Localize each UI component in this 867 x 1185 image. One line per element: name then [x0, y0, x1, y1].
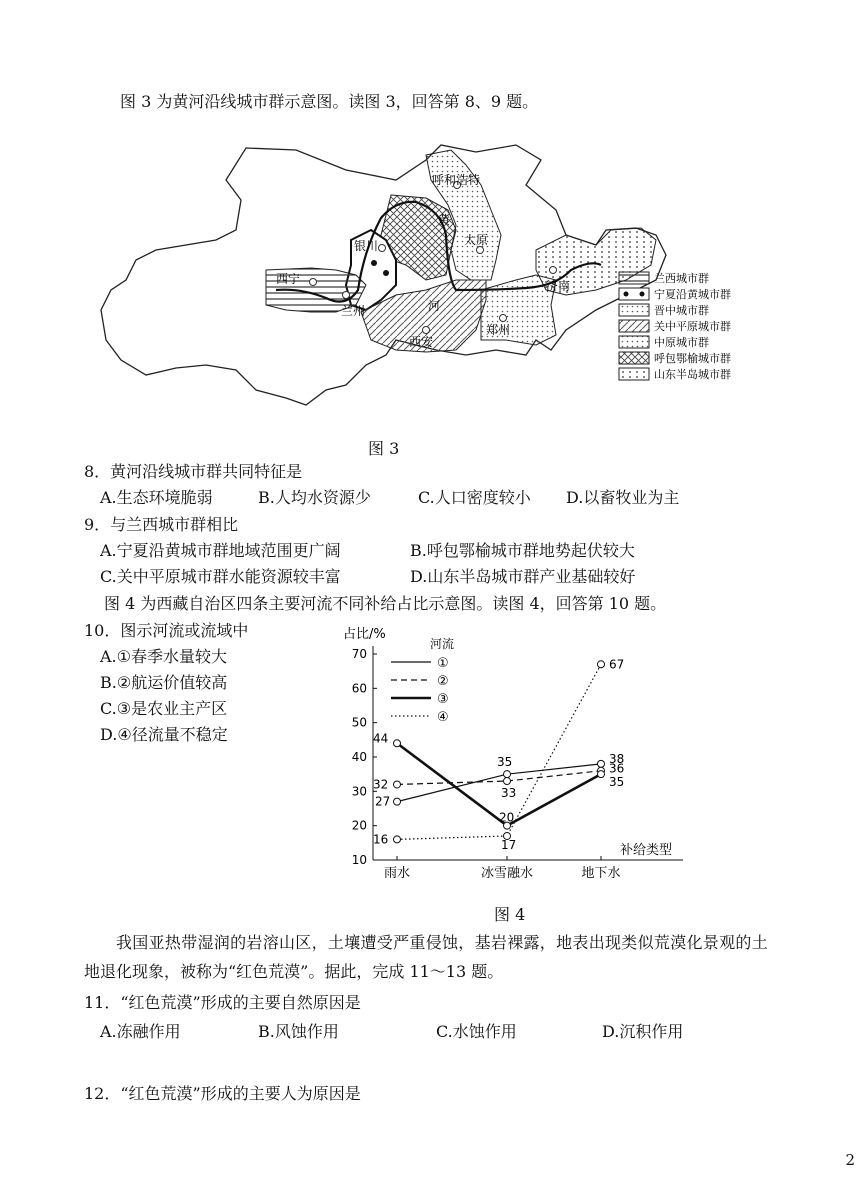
legend-label: ③: [437, 692, 449, 707]
y-tick-label: 20: [351, 818, 367, 833]
data-point: [394, 740, 401, 747]
legend-title: 河流: [430, 637, 455, 651]
q11-stem: 11．“红色荒漠”形成的主要自然原因是: [84, 993, 361, 1012]
q12-stem: 12．“红色荒漠”形成的主要人为原因是: [84, 1084, 361, 1103]
legend-label: 中原城市群: [654, 336, 709, 349]
y-tick-label: 70: [351, 647, 367, 661]
data-point: [598, 771, 605, 778]
q9-option-c: C.关中平原城市群水能资源较丰富: [100, 567, 341, 586]
legend-label: ④: [437, 710, 449, 725]
data-point: [394, 781, 401, 788]
data-label: 32: [373, 777, 389, 792]
q8-option-d: D.以畜牧业为主: [566, 488, 680, 507]
x-axis-label: 补给类型: [620, 843, 673, 858]
q10-stem: 10．图示河流或流域中: [84, 621, 249, 640]
data-label: 17: [501, 837, 517, 852]
data-label: 35: [609, 775, 625, 790]
q10-option-d: D.④径流量不稳定: [100, 725, 228, 744]
data-label: 67: [609, 657, 625, 672]
q11-option-c: C.水蚀作用: [436, 1022, 517, 1041]
passage-line-1: 我国亚热带湿润的岩溶山区，土壤遭受严重侵蚀，基岩裸露，地表出现类似荒漠化景观的土: [116, 933, 769, 952]
city-label: 济南: [546, 279, 571, 293]
data-label: 44: [373, 731, 389, 746]
legend-label: 呼包鄂榆城市群: [654, 352, 731, 365]
q8-stem: 8．黄河沿线城市群共同特征是: [84, 462, 303, 481]
legend-label: 山东半岛城市群: [654, 368, 731, 381]
legend-label: ①: [437, 656, 449, 671]
q9-option-a: A.宁夏沿黄城市群地域范围更广阔: [100, 541, 341, 560]
q10-option-b: B.②航运价值较高: [100, 673, 228, 692]
passage-line-2: 地退化现象，被称为“红色荒漠”。据此，完成 11～13 题。: [84, 962, 504, 981]
city-label: 银川: [354, 239, 379, 253]
data-label: 27: [375, 794, 391, 809]
q11-option-a: A.冻融作用: [100, 1022, 181, 1041]
data-label: 20: [499, 810, 515, 825]
y-tick-label: 60: [351, 681, 367, 696]
fig4-intro: 图 4 为西藏自治区四条主要河流不同补给占比示意图。读图 4，回答第 10 题。: [104, 594, 667, 613]
river-label: 黄: [438, 213, 451, 227]
city-label: 呼和浩特: [432, 173, 481, 187]
series-line: [397, 771, 601, 785]
q9-option-b: B.呼包鄂榆城市群地势起伏较大: [410, 541, 635, 560]
yellow-river-map: [96, 140, 776, 410]
data-point: [598, 661, 605, 668]
y-tick-label: 50: [351, 715, 367, 730]
data-label: 38: [609, 751, 625, 766]
legend-label: 兰西城市群: [654, 272, 709, 285]
q11-option-b: B.风蚀作用: [258, 1022, 339, 1041]
supply-ratio-chart: [335, 622, 695, 884]
y-tick-label: 40: [351, 750, 367, 764]
series-line: [397, 764, 601, 802]
x-tick-label: 地下水: [581, 866, 621, 881]
fig3-intro: 图 3 为黄河沿线城市群示意图。读图 3，回答第 8、9 题。: [120, 92, 539, 111]
data-point: [394, 836, 401, 843]
x-tick-label: 雨水: [383, 866, 411, 881]
q8-option-a: A.生态环境脆弱: [100, 488, 213, 507]
city-label: 太原: [464, 233, 489, 247]
y-tick-label: 10: [351, 853, 367, 867]
river-label: 河: [428, 299, 441, 313]
page-number: 2: [845, 1151, 855, 1169]
city-label: 西宁: [276, 272, 301, 286]
legend-label: 宁夏沿黄城市群: [654, 288, 731, 301]
data-point: [504, 778, 511, 785]
fig4-caption: 图 4: [494, 905, 526, 924]
city-label: 西安: [409, 335, 434, 349]
q10-option-c: C.③是农业主产区: [100, 699, 228, 718]
city-label: 郑州: [486, 323, 511, 337]
map-legend: [619, 272, 731, 381]
y-tick-label: 30: [351, 784, 367, 799]
data-label: 33: [501, 786, 517, 801]
q9-stem: 9．与兰西城市群相比: [84, 515, 239, 534]
data-label: 16: [373, 832, 389, 847]
q10-option-a: A.①春季水量较大: [100, 647, 227, 666]
fig3-caption: 图 3: [368, 439, 400, 458]
q8-option-b: B.人均水资源少: [258, 488, 371, 507]
q8-option-c: C.人口密度较小: [418, 488, 531, 507]
q9-option-d: D.山东半岛城市群产业基础较好: [410, 567, 636, 586]
q11-option-d: D.沉积作用: [602, 1022, 684, 1041]
x-tick-label: 冰雪融水: [480, 866, 534, 881]
legend-label: 晋中城市群: [654, 304, 709, 317]
data-label: 36: [609, 761, 625, 776]
data-point: [394, 798, 401, 805]
legend-label: ②: [437, 674, 449, 689]
y-axis-label: 占比/%: [343, 627, 386, 642]
data-label: 35: [497, 755, 513, 770]
legend-label: 关中平原城市群: [654, 320, 731, 333]
city-label: 兰州: [341, 304, 366, 318]
data-point: [504, 771, 511, 778]
data-point: [598, 760, 605, 767]
